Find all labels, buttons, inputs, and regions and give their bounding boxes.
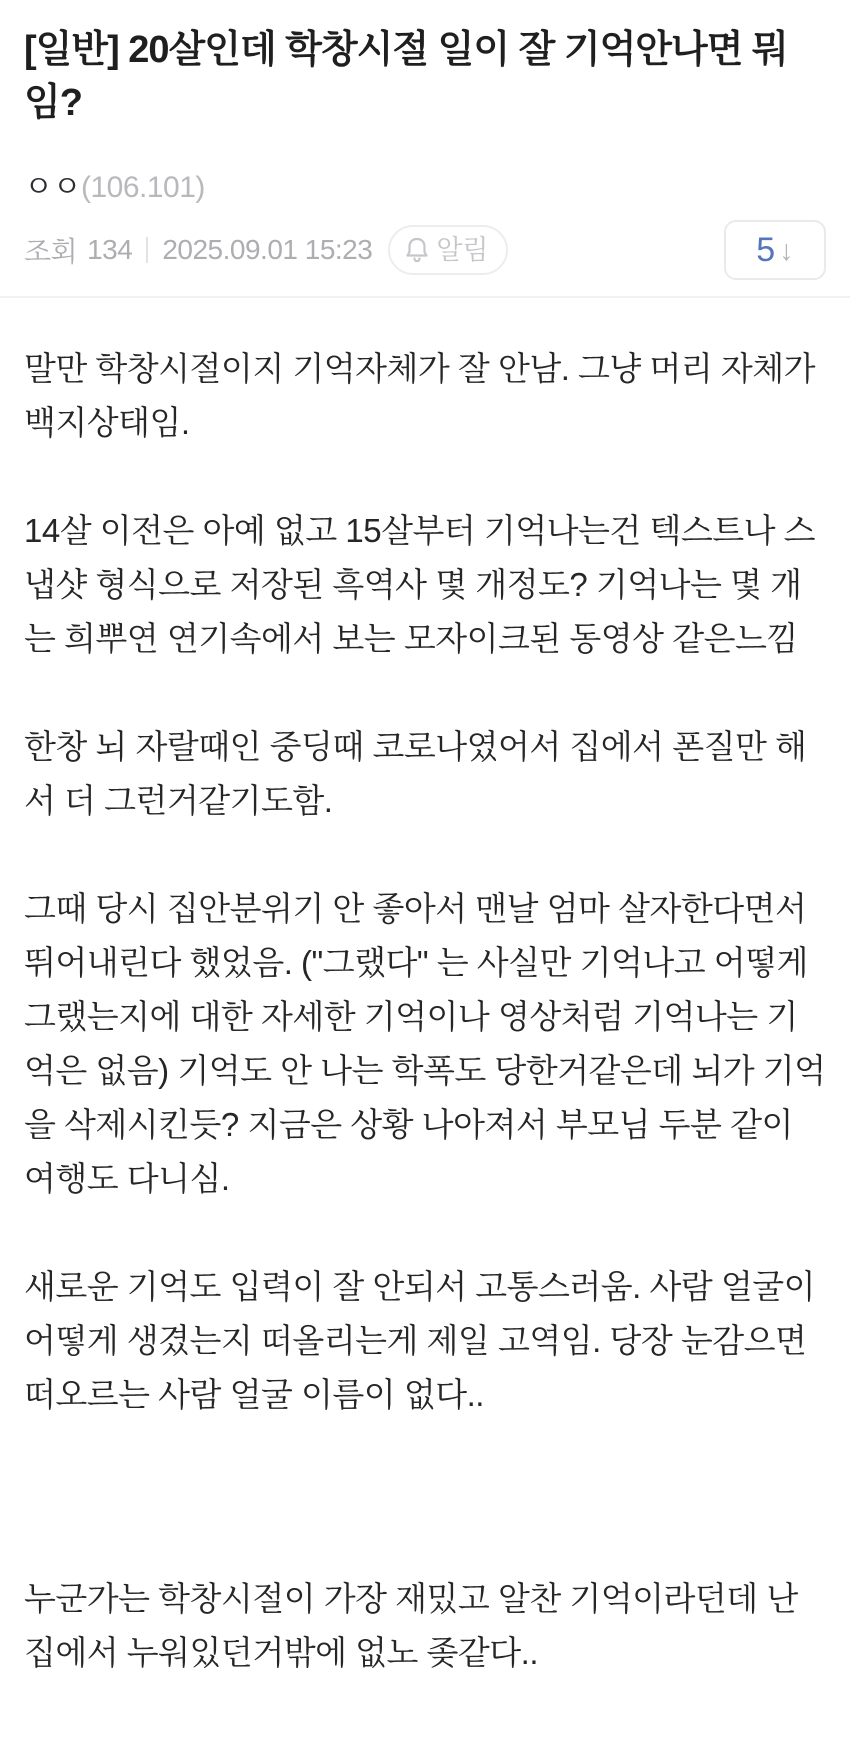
recommend-count: 5: [756, 230, 776, 269]
meta-row: [24, 220, 826, 280]
post-title: [일반] 20살인데 학창시절 일이 잘 기억안나면 뭐임?: [24, 29, 788, 124]
body-paragraph: 14살 이전은 아예 없고 15살부터 기억나는건 텍스트나 스냅샷 형식으로 저장된 흑역사 몇 개정도? 기억나는 몇 개는 희뿌연 연기속에서 보는 모자이크된 동영상 같은느낌: [24, 512, 816, 657]
notify-button[interactable]: [388, 225, 508, 275]
recommend-button[interactable]: [724, 220, 826, 280]
post-header: [0, 0, 850, 280]
body-paragraph: 그때 당시 집안분위기 안 좋아서 맨날 엄마 살자한다면서 뛰어내린다 했었음. ("그랬다" 는 사실만 기억나고 어떻게 그랬는지에 대한 자세한 기억이나 영상처럼 기억나는 기억은 없음) 기억도 안 나는 학폭도 당한거같은데 뇌가 기억을 삭제시킨듯? 지금은 상황 나아져서 부모님 두분 같이 여행도 다니심.: [24, 890, 826, 1197]
notify-label: 알림: [436, 235, 489, 265]
author-name[interactable]: ㅇㅇ: [24, 171, 81, 204]
views-label: 조회: [24, 236, 78, 267]
meta-info: [24, 225, 508, 275]
body-paragraph: 말만 학창시절이지 기억자체가 잘 안남. 그냥 머리 자체가 백지상태임.: [24, 350, 816, 441]
views-count: 134: [87, 234, 133, 265]
post-timestamp: 2025.09.01 15:23: [162, 234, 373, 265]
author-ip: (106.101): [80, 171, 205, 204]
bell-icon: [404, 236, 430, 264]
post-body: [0, 298, 850, 1680]
down-arrow-icon: ↓: [779, 234, 794, 267]
meta-separator: [146, 237, 148, 263]
body-paragraph: 한창 뇌 자랄때인 중딩때 코로나였어서 집에서 폰질만 해서 더 그런거같기도함.: [24, 728, 807, 819]
author-row[interactable]: [24, 166, 826, 210]
body-paragraph: 누군가는 학창시절이 가장 재밌고 알찬 기억이라던데 난 집에서 누워있던거밖에 없노 좆같다..: [24, 1580, 798, 1671]
body-paragraph: 새로운 기억도 입력이 잘 안되서 고통스러움. 사람 얼굴이 어떻게 생겼는지 떠올리는게 제일 고역임. 당장 눈감으면 떠오르는 사람 얼굴 이름이 없다..: [24, 1268, 816, 1413]
